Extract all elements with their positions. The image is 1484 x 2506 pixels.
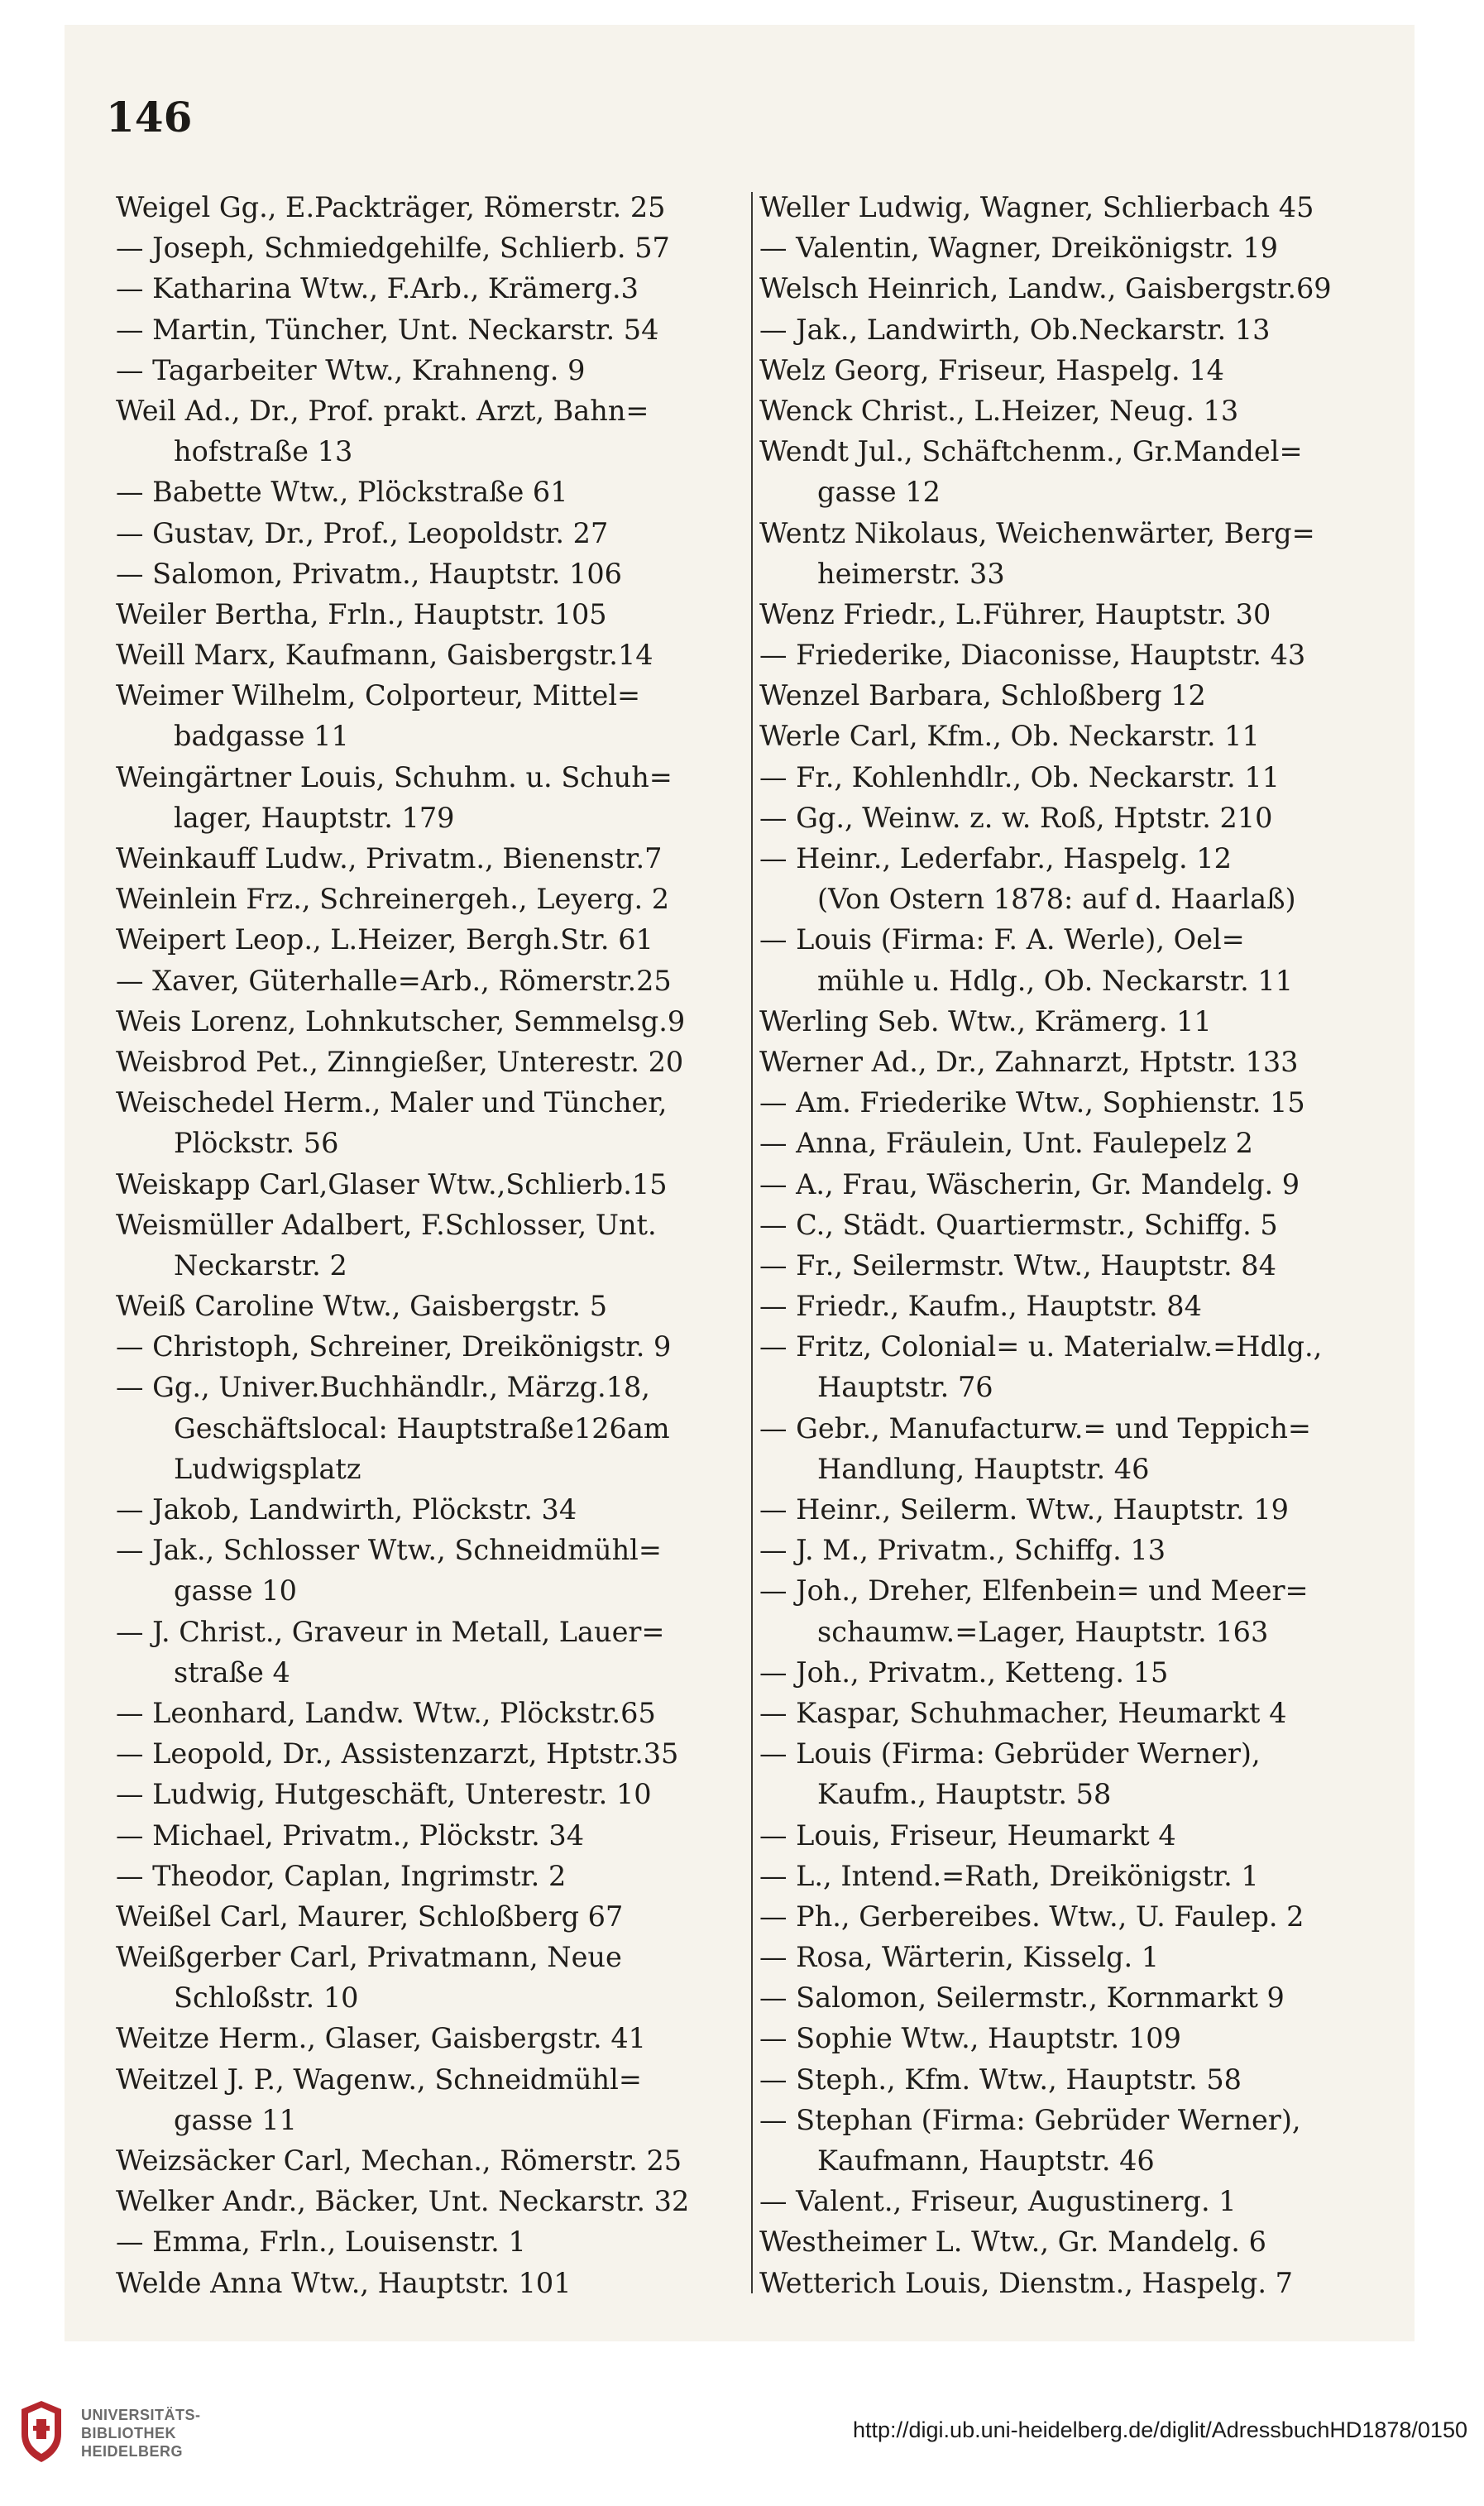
- directory-entry: Geschäftslocal: Hauptstraße126am: [174, 1411, 670, 1445]
- directory-entry: — Ludwig, Hutgeschäft, Unterestr. 10: [116, 1778, 652, 1811]
- directory-entry: Weimer Wilhelm, Colporteur, Mittel=: [116, 679, 641, 712]
- directory-entry: Weinlein Frz., Schreinergeh., Leyerg. 2: [116, 883, 670, 916]
- directory-entry: Weismüller Adalbert, F.Schlosser, Unt.: [116, 1208, 657, 1241]
- directory-entry: — Tagarbeiter Wtw., Krahneng. 9: [116, 353, 586, 386]
- logo-line: BIBLIOTHEK: [81, 2425, 176, 2441]
- directory-entry: Ludwigsplatz: [174, 1452, 361, 1485]
- footer: [0, 2376, 1484, 2506]
- directory-entry: — Jakob, Landwirth, Plöckstr. 34: [116, 1493, 577, 1526]
- directory-entry: Weingärtner Louis, Schuhm. u. Schuh=: [116, 760, 673, 793]
- directory-entry: hofstraße 13: [174, 435, 353, 468]
- directory-entry: Weiß Caroline Wtw., Gaisbergstr. 5: [116, 1290, 608, 1323]
- directory-entry: — Xaver, Güterhalle=Arb., Römerstr.25: [116, 964, 672, 997]
- logo-line: UNIVERSITÄTS-: [81, 2407, 201, 2423]
- directory-entry: Weißel Carl, Maurer, Schloßberg 67: [116, 1900, 624, 1933]
- directory-entry: — Louis, Friseur, Heumarkt 4: [759, 1818, 1176, 1852]
- directory-entry: gasse 10: [174, 1574, 297, 1608]
- directory-entry: — A., Frau, Wäscherin, Gr. Mandelg. 9: [759, 1167, 1300, 1200]
- directory-entry: Weinkauff Ludw., Privatm., Bienenstr.7: [116, 842, 663, 874]
- directory-entry: Plöckstr. 56: [174, 1127, 339, 1160]
- directory-entry: Weis Lorenz, Lohnkutscher, Semmelsg.9: [116, 1004, 686, 1037]
- page-number: 146: [106, 93, 193, 141]
- directory-entry: Wenz Friedr., L.Führer, Hauptstr. 30: [759, 597, 1271, 630]
- directory-entry: Kaufm., Hauptstr. 58: [817, 1778, 1112, 1811]
- directory-entry: — Theodor, Caplan, Ingrimstr. 2: [116, 1859, 567, 1892]
- directory-entry: gasse 11: [174, 2103, 297, 2136]
- directory-entry: Weipert Leop., L.Heizer, Bergh.Str. 61: [116, 923, 653, 956]
- directory-entry: — Valent., Friseur, Augustinerg. 1: [759, 2185, 1237, 2218]
- source-url[interactable]: http://digi.ub.uni-heidelberg.de/diglit/AdressbuchHD1878/0150: [852, 2417, 1467, 2442]
- directory-entry: — Joh., Dreher, Elfenbein= und Meer=: [759, 1574, 1309, 1608]
- directory-columns: [116, 187, 1386, 2305]
- directory-entry: Welz Georg, Friseur, Haspelg. 14: [759, 353, 1224, 386]
- directory-entry: gasse 12: [817, 476, 941, 509]
- directory-entry: Kaufmann, Hauptstr. 46: [817, 2144, 1155, 2177]
- directory-entry: heimerstr. 33: [817, 557, 1005, 590]
- directory-entry: straße 4: [174, 1655, 290, 1689]
- directory-entry: Weiskapp Carl,Glaser Wtw.,Schlierb.15: [116, 1167, 668, 1200]
- directory-entry: — J. Christ., Graveur in Metall, Lauer=: [116, 1615, 665, 1648]
- directory-entry: — Joseph, Schmiedgehilfe, Schlierb. 57: [116, 232, 670, 265]
- directory-entry: schaumw.=Lager, Hauptstr. 163: [817, 1615, 1269, 1648]
- directory-entry: mühle u. Hdlg., Ob. Neckarstr. 11: [817, 964, 1294, 997]
- directory-entry: Weitzel J. P., Wagenw., Schneidmühl=: [116, 2063, 642, 2096]
- directory-entry: Wentz Nikolaus, Weichenwärter, Berg=: [759, 516, 1315, 549]
- directory-entry: Weizsäcker Carl, Mechan., Römerstr. 25: [116, 2144, 682, 2177]
- directory-entry: — Am. Friederike Wtw., Sophienstr. 15: [759, 1086, 1305, 1119]
- directory-entry: Werle Carl, Kfm., Ob. Neckarstr. 11: [759, 720, 1260, 753]
- directory-entry: [116, 2303, 744, 2305]
- directory-entry: — Fritz, Colonial= u. Materialw.=Hdlg.,: [759, 1330, 1323, 1363]
- directory-entry: lager, Hauptstr. 179: [174, 801, 455, 834]
- directory-entry: — Ph., Gerbereibes. Wtw., U. Faulep. 2: [759, 1900, 1304, 1933]
- directory-entry: Weill Marx, Kaufmann, Gaisbergstr.14: [116, 639, 653, 672]
- directory-entry: Wenck Christ., L.Heizer, Neug. 13: [759, 394, 1239, 427]
- directory-entry: — J. M., Privatm., Schiffg. 13: [759, 1534, 1166, 1567]
- directory-entry: — Steph., Kfm. Wtw., Hauptstr. 58: [759, 2063, 1242, 2096]
- directory-entry: badgasse 11: [174, 720, 349, 753]
- directory-entry: — Fr., Kohlenhdlr., Ob. Neckarstr. 11: [759, 760, 1280, 793]
- directory-entry: — Joh., Privatm., Ketteng. 15: [759, 1655, 1169, 1689]
- column-divider: [751, 192, 753, 2293]
- directory-entry: — Leopold, Dr., Assistenzarzt, Hptstr.35: [116, 1737, 679, 1770]
- directory-entry: Weigel Gg., E.Packträger, Römerstr. 25: [116, 191, 666, 223]
- directory-entry: — Gg., Univer.Buchhändlr., Märzg.18,: [116, 1371, 650, 1404]
- directory-entry: Schloßstr. 10: [174, 1981, 359, 2015]
- directory-entry: Weitze Herm., Glaser, Gaisbergstr. 41: [116, 2022, 646, 2055]
- directory-entry: Weißgerber Carl, Privatmann, Neue: [116, 1941, 622, 1974]
- directory-entry: [759, 2303, 1386, 2305]
- directory-entry: — Martin, Tüncher, Unt. Neckarstr. 54: [116, 313, 659, 346]
- logo-line: HEIDELBERG: [81, 2443, 184, 2460]
- right-column: [759, 187, 1386, 2305]
- directory-entry: — Salomon, Privatm., Hauptstr. 106: [116, 557, 622, 590]
- directory-entry: — Michael, Privatm., Plöckstr. 34: [116, 1818, 585, 1852]
- directory-entry: — Salomon, Seilermstr., Kornmarkt 9: [759, 1981, 1285, 2015]
- directory-entry: — Louis (Firma: Gebrüder Werner),: [759, 1737, 1261, 1770]
- directory-entry: Hauptstr. 76: [817, 1371, 993, 1404]
- directory-entry: — Stephan (Firma: Gebrüder Werner),: [759, 2103, 1301, 2136]
- university-seal-icon: [18, 2398, 65, 2464]
- directory-entry: Welsch Heinrich, Landw., Gaisbergstr.69: [759, 272, 1332, 305]
- directory-entry: Wenzel Barbara, Schloßberg 12: [759, 679, 1206, 712]
- directory-entry: Handlung, Hauptstr. 46: [817, 1452, 1150, 1485]
- directory-entry: — Fr., Seilermstr. Wtw., Hauptstr. 84: [759, 1248, 1276, 1282]
- directory-entry: — Friederike, Diaconisse, Hauptstr. 43: [759, 639, 1306, 672]
- directory-entry: — Friedr., Kaufm., Hauptstr. 84: [759, 1290, 1202, 1323]
- directory-entry: — Gebr., Manufacturw.= und Teppich=: [759, 1411, 1311, 1445]
- directory-entry: Wendt Jul., Schäftchenm., Gr.Mandel=: [759, 435, 1303, 468]
- directory-entry: — L., Intend.=Rath, Dreikönigstr. 1: [759, 1859, 1259, 1892]
- directory-entry: Weisbrod Pet., Zinngießer, Unterestr. 20: [116, 1045, 684, 1078]
- directory-entry: — Babette Wtw., Plöckstraße 61: [116, 476, 568, 509]
- directory-entry: — C., Städt. Quartiermstr., Schiffg. 5: [759, 1208, 1278, 1241]
- directory-entry: — Heinr., Seilerm. Wtw., Hauptstr. 19: [759, 1493, 1289, 1526]
- directory-entry: (Von Ostern 1878: auf d. Haarlaß): [817, 883, 1296, 916]
- directory-entry: — Louis (Firma: F. A. Werle), Oel=: [759, 923, 1245, 956]
- directory-entry: — Gustav, Dr., Prof., Leopoldstr. 27: [116, 516, 609, 549]
- directory-entry: — Emma, Frln., Louisenstr. 1: [116, 2226, 526, 2259]
- directory-entry: — Jak., Schlosser Wtw., Schneidmühl=: [116, 1534, 662, 1567]
- directory-entry: Weller Ludwig, Wagner, Schlierbach 45: [759, 191, 1314, 223]
- directory-entry: — Kaspar, Schuhmacher, Heumarkt 4: [759, 1696, 1287, 1729]
- directory-entry: Wetterich Louis, Dienstm., Haspelg. 7: [759, 2266, 1293, 2299]
- directory-entry: Welde Anna Wtw., Hauptstr. 101: [116, 2266, 572, 2299]
- directory-entry: — Christoph, Schreiner, Dreikönigstr. 9: [116, 1330, 672, 1363]
- directory-entry: Werling Seb. Wtw., Krämerg. 11: [759, 1004, 1212, 1037]
- directory-entry: Welker Andr., Bäcker, Unt. Neckarstr. 32: [116, 2185, 690, 2218]
- directory-entry: — Sophie Wtw., Hauptstr. 109: [759, 2022, 1181, 2055]
- directory-entry: Westheimer L. Wtw., Gr. Mandelg. 6: [759, 2226, 1266, 2259]
- directory-entry: — Leonhard, Landw. Wtw., Plöckstr.65: [116, 1696, 656, 1729]
- directory-entry: Weil Ad., Dr., Prof. prakt. Arzt, Bahn=: [116, 394, 649, 427]
- directory-entry: — Heinr., Lederfabr., Haspelg. 12: [759, 842, 1232, 874]
- directory-entry: — Valentin, Wagner, Dreikönigstr. 19: [759, 232, 1278, 265]
- directory-entry: — Gg., Weinw. z. w. Roß, Hptstr. 210: [759, 801, 1273, 834]
- left-column: [116, 187, 744, 2305]
- directory-entry: — Anna, Fräulein, Unt. Faulepelz 2: [759, 1127, 1253, 1160]
- directory-entry: — Jak., Landwirth, Ob.Neckarstr. 13: [759, 313, 1271, 346]
- directory-entry: Neckarstr. 2: [174, 1248, 347, 1282]
- directory-entry: Werner Ad., Dr., Zahnarzt, Hptstr. 133: [759, 1045, 1299, 1078]
- directory-entry: — Katharina Wtw., F.Arb., Krämerg.3: [116, 272, 639, 305]
- directory-entry: — Rosa, Wärterin, Kisselg. 1: [759, 1941, 1160, 1974]
- directory-entry: Weischedel Herm., Maler und Tüncher,: [116, 1086, 668, 1119]
- library-logo-text: [81, 2406, 201, 2460]
- directory-entry: Weiler Bertha, Frln., Hauptstr. 105: [116, 597, 607, 630]
